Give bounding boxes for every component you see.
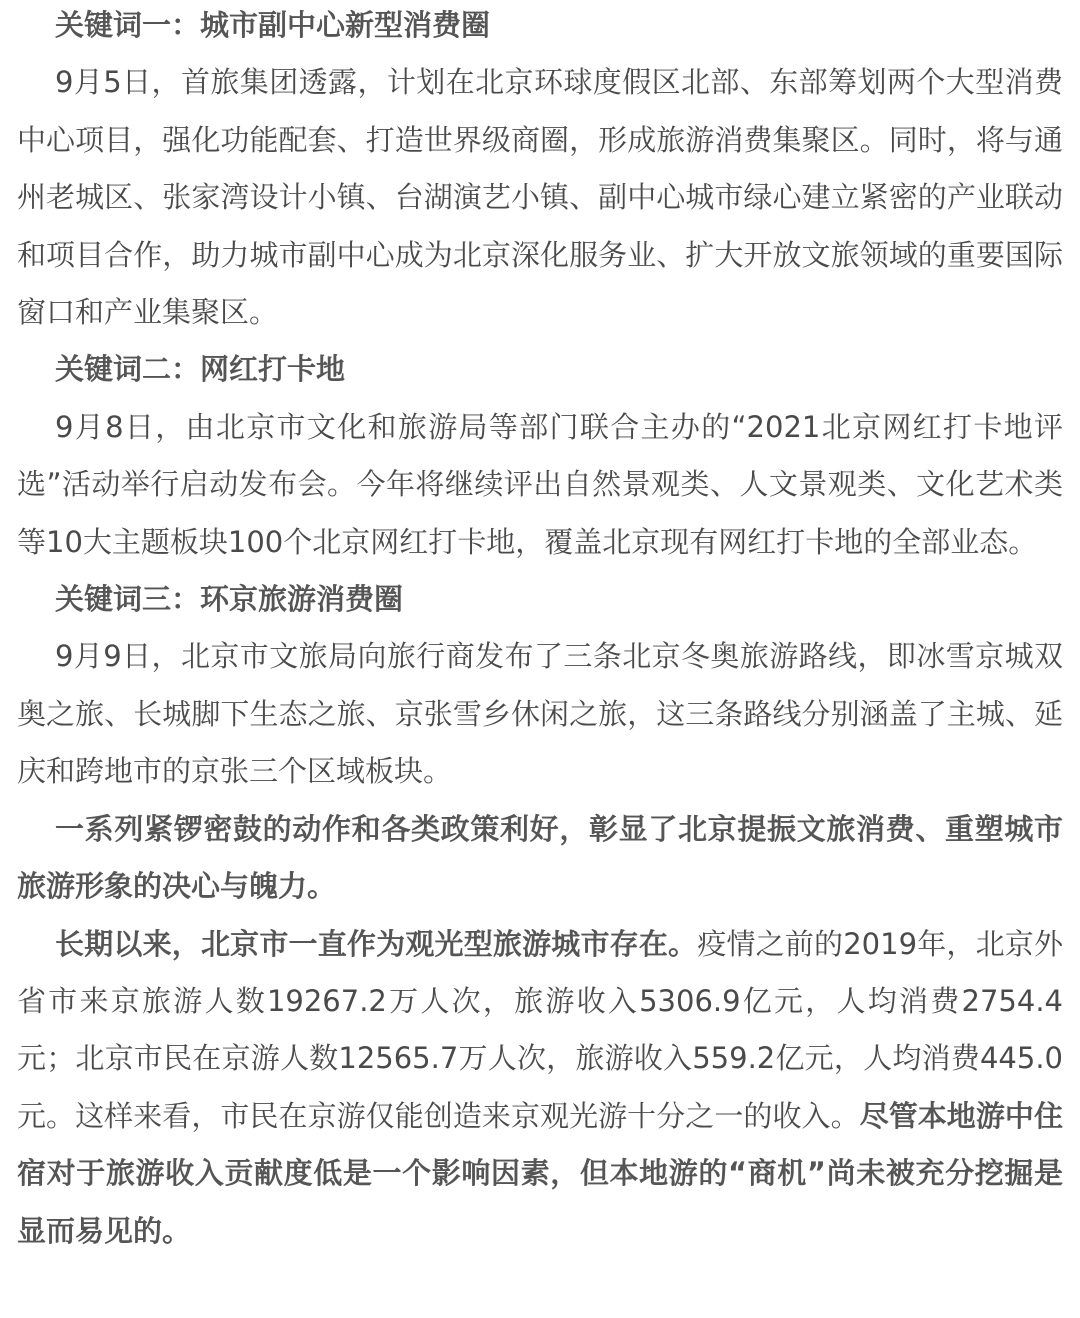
section-3-body: 9月9日，北京市文旅局向旅行商发布了三条北京冬奥旅游路线，即冰雪京城双奥之旅、长城脚下生态之旅、京张雪乡休闲之旅，这三条路线分别涵盖了主城、延庆和跨地市的京张三个区域板块。 — [17, 639, 1063, 789]
section-2-body: 9月8日，由北京市文化和旅游局等部门联合主办的“2021北京网红打卡地评选”活动举行启动发布会。今年将继续评出自然景观类、人文景观类、文化艺术类等10大主题板块100个北京网红打卡地，覆盖北京现有网红打卡地的全部业态。 — [17, 409, 1063, 559]
article-body — [17, 0, 1063, 1260]
section-1-heading: 关键词一：城市副中心新型消费圈 — [55, 8, 491, 42]
analysis-conclusion: 尽管本地游中住宿对于旅游收入贡献度低是一个影响因素，但本地游的“商机”尚未被充分挖掘是显而易见的。 — [17, 1098, 1063, 1248]
analysis-middle: 疫情之前的2019年，北京外省市来京旅游人数19267.2万人次，旅游收入5306.9亿元，人均消费2754.4元；北京市民在京游人数12565.7万人次，旅游收入559.2亿元，人均消费445.0元。这样来看，市民在京游仅能创造来京观光游十分之一的收入。 — [17, 926, 1063, 1133]
section-2-heading: 关键词二：网红打卡地 — [55, 352, 346, 387]
summary-paragraph: 一系列紧锣密鼓的动作和各类政策利好，彰显了北京提振文旅消费、重塑城市旅游形象的决心与魄力。 — [17, 811, 1063, 904]
analysis-paragraph — [17, 916, 1063, 1260]
analysis-lead: 长期以来，北京市一直作为观光型旅游城市存在。 — [55, 926, 698, 961]
section-1-body: 9月5日，首旅集团透露，计划在北京环球度假区北部、东部筹划两个大型消费中心项目，强化功能配套、打造世界级商圈，形成旅游消费集聚区。同时，将与通州老城区、张家湾设计小镇、台湖演艺小镇、副中心城市绿心建立紧密的产业联动和项目合作，助力城市副中心成为北京深化服务业、扩大开放文旅领域的重要国际窗口和产业集聚区。 — [17, 65, 1063, 330]
section-3-heading: 关键词三：环京旅游消费圈 — [55, 582, 404, 617]
